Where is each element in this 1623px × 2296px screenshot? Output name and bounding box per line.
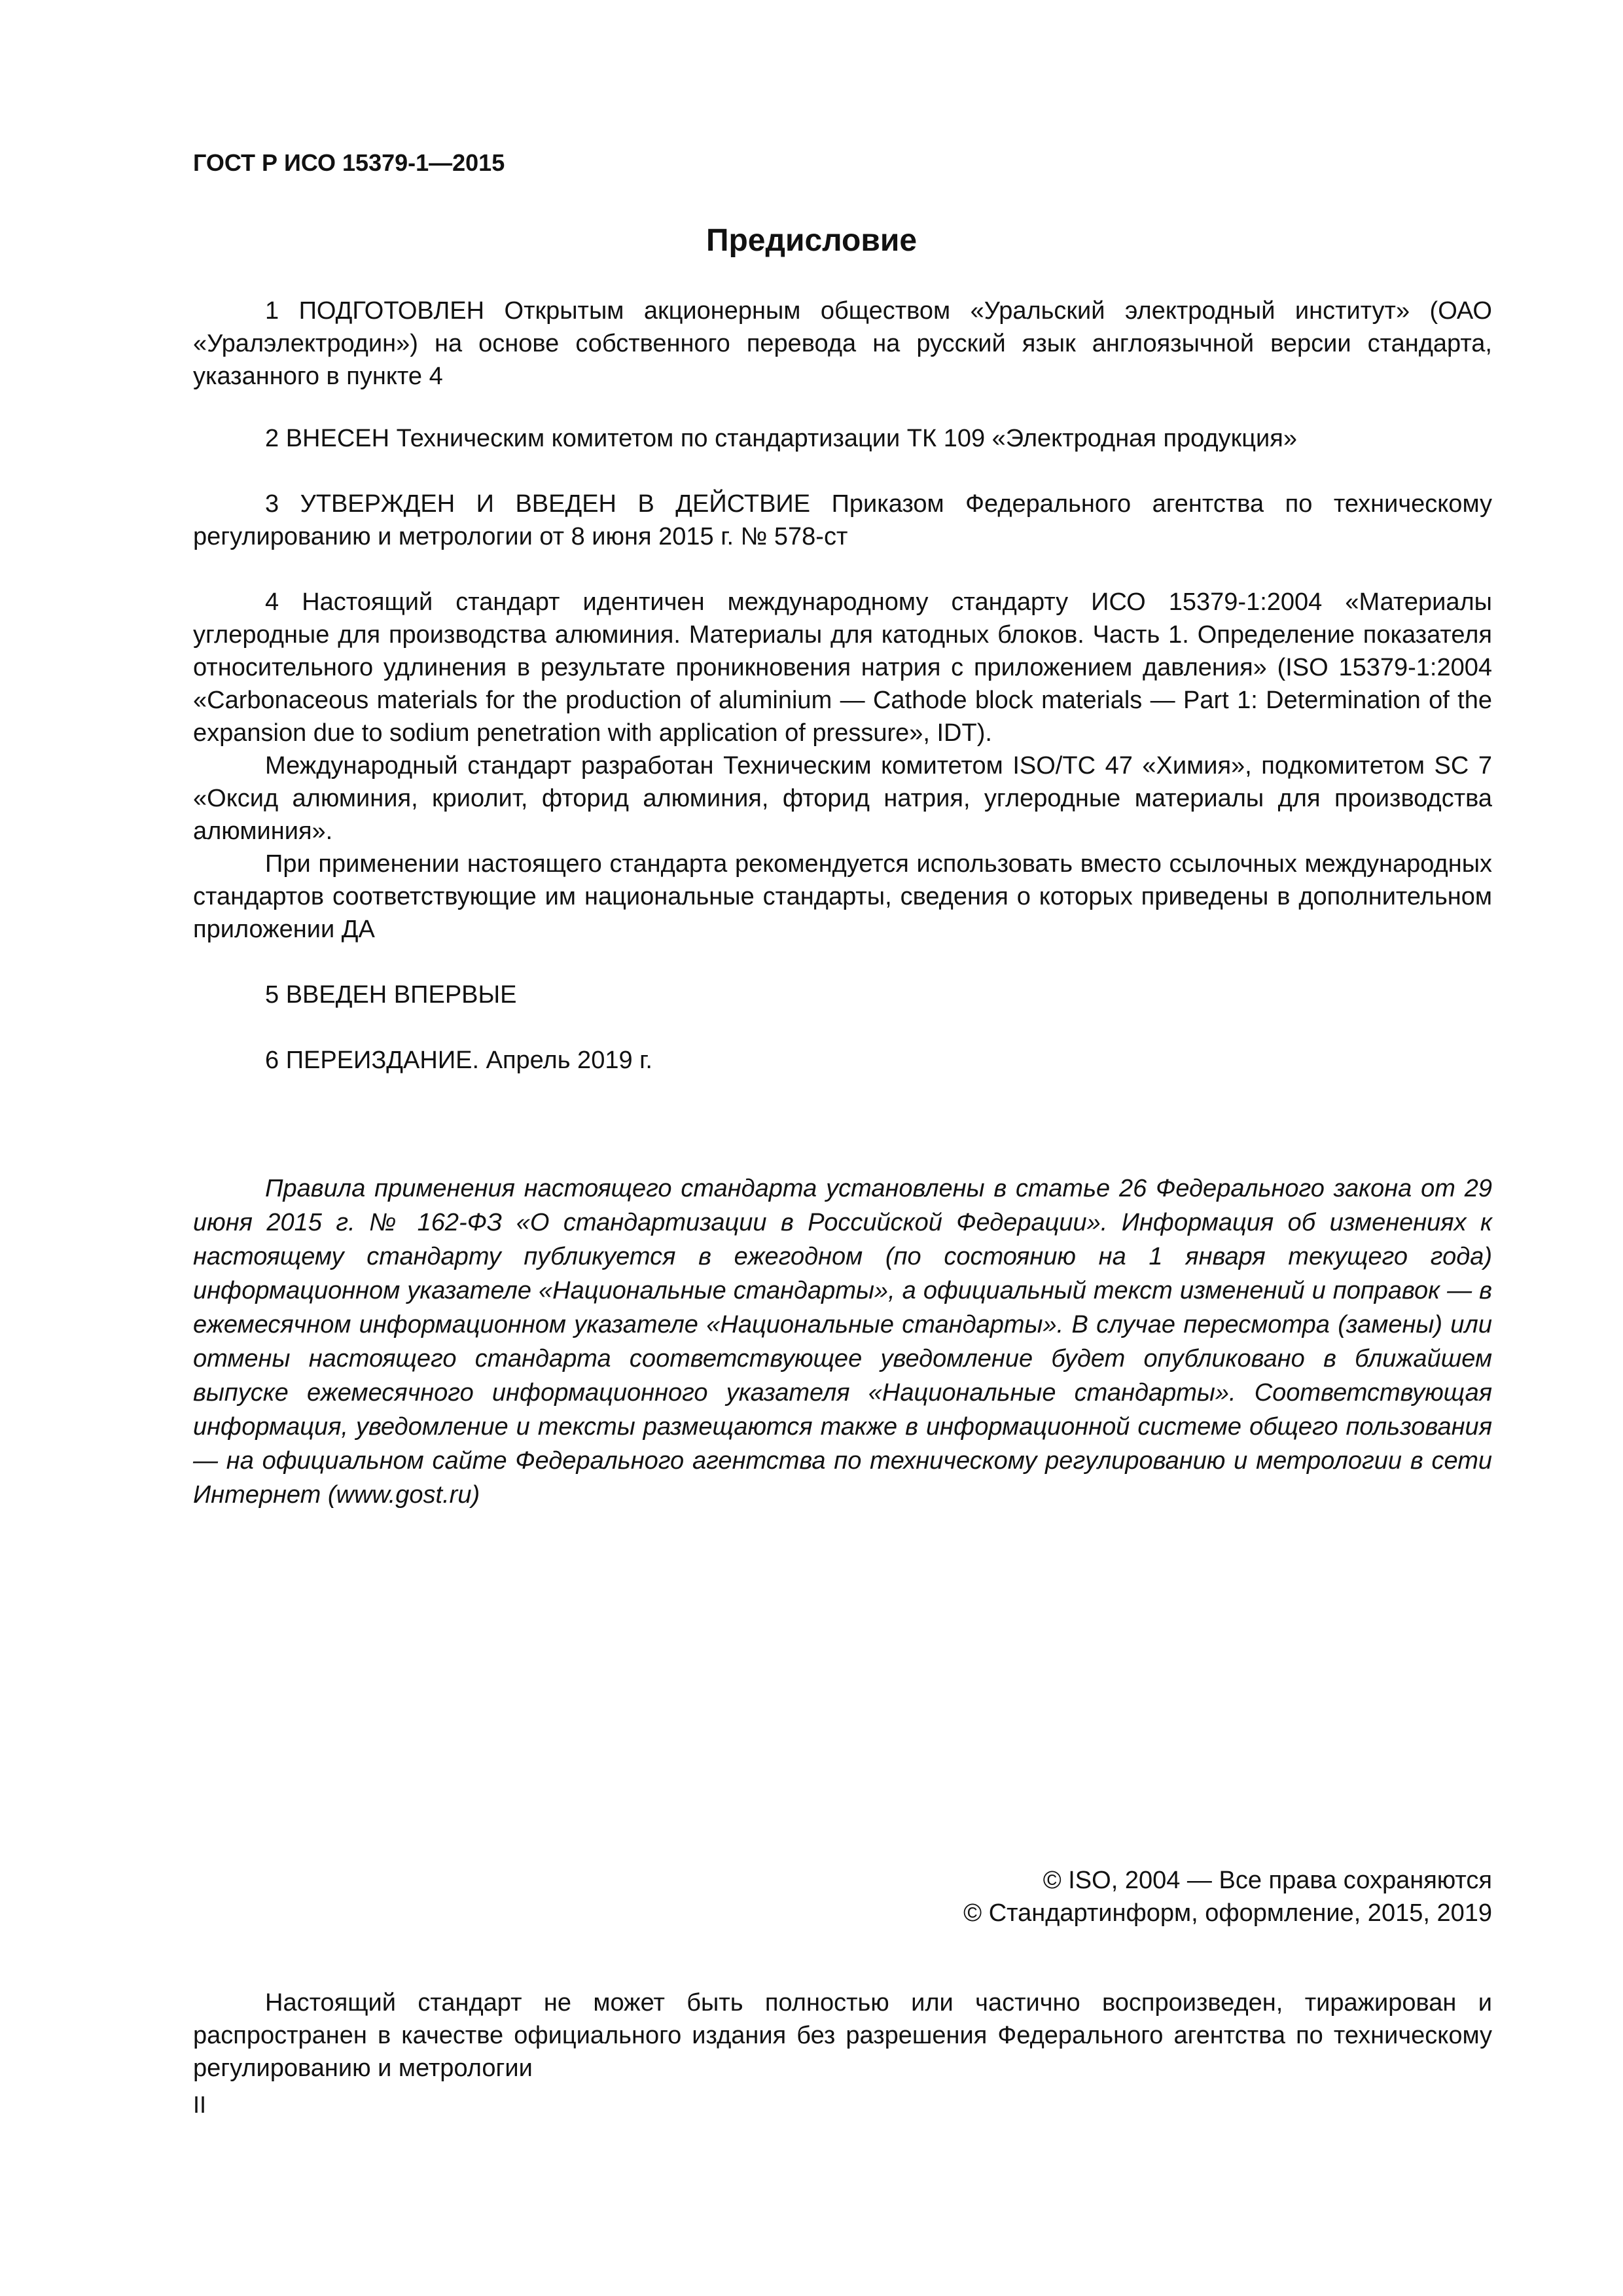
document-code: ГОСТ Р ИСО 15379-1—2015: [193, 149, 505, 176]
foreword-item-5: [193, 978, 1492, 1011]
standartinform-copyright: © Стандартинформ, оформление, 2015, 2019: [963, 1899, 1492, 1927]
foreword-item-4: [193, 586, 1492, 946]
paragraph: 2 ВНЕСЕН Техническим комитетом по стандартизации ТК 109 «Электродная продукция»: [265, 425, 1297, 452]
foreword-item-1: [193, 295, 1492, 393]
copyright-block: [963, 1864, 1492, 1929]
page-number: II: [193, 2091, 207, 2118]
paragraph: 3 УТВЕРЖДЕН И ВВЕДЕН В ДЕЙСТВИЕ Приказом Федерального агентства по техническому регулированию и метрологии от 8 июня 2015 г. № 578-ст: [193, 490, 1492, 550]
iso-copyright: © ISO, 2004 — Все права сохраняются: [1043, 1867, 1492, 1894]
paragraph: 1 ПОДГОТОВЛЕН Открытым акционерным обществом «Уральский электродный институт» (ОАО «Уралэлектродин») на основе собственного перевода на русский язык англоязычной версии стандарта, указанного в пункте 4: [193, 297, 1492, 390]
foreword-item-2: [193, 422, 1492, 455]
paragraph: При применении настоящего стандарта рекомендуется использовать вместо ссылочных международных стандартов соответствующие им национальные стандарты, сведения о которых приведены в дополнительном приложении ДА: [193, 850, 1492, 943]
paragraph: 4 Настоящий стандарт идентичен международному стандарту ИСО 15379-1:2004 «Материалы углеродные для производства алюминия. Материалы для катодных блоков. Часть 1. Определение показателя относительного удлинения в результате проникновения натрия с приложением давления» (ISO 15379-1:2004 «Carbonaceous materials for the production of aluminium — Cathode block materials — Part 1: Determination of the expansion due to sodium penetration with application of pressure», IDT).: [193, 588, 1492, 747]
foreword-item-6: [193, 1044, 1492, 1077]
reproduction-notice: [193, 1986, 1492, 2085]
paragraph: Международный стандарт разработан Техническим комитетом ISO/TC 47 «Химия», подкомитетом SC 7 «Оксид алюминия, криолит, фторид алюминия, фторид натрия, углеродные материалы для производства алюминия».: [193, 752, 1493, 845]
paragraph: Правила применения настоящего стандарта установлены в статье 26 Федерального закона от 29 июня 2015 г. № 162-ФЗ «О стандартизации в Российской Федерации». Информация об изменениях к настоящему стандарту публикуется в ежегодном (по состоянию на 1 января текущего года) информационном указателе «Национальные стандарты», а официальный текст изменений и поправок — в ежемесячном информационном указателе «Национальные стандарты». В случае пересмотра (замены) или отмены настоящего стандарта соответствующее уведомление будет опубликовано в ближайшем выпуске ежемесячного информационного указателя «Национальные стандарты». Соответствующая информация, уведомление и тексты размещаются также в информационной системе общего пользования — на официальном сайте Федерального агентства по техническому регулированию и метрологии в сети Интернет (www.gost.ru): [193, 1175, 1492, 1509]
page-title: Предисловие: [705, 223, 918, 258]
paragraph: 6 ПЕРЕИЗДАНИЕ. Апрель 2019 г.: [265, 1047, 652, 1074]
paragraph: Настоящий стандарт не может быть полностью или частично воспроизведен, тиражирован и распространен в качестве официального издания без разрешения Федерального агентства по техническому регулированию и метрологии: [193, 1989, 1492, 2082]
paragraph: 5 ВВЕДЕН ВПЕРВЫЕ: [265, 981, 517, 1009]
foreword-item-3: [193, 488, 1492, 553]
rules-notice: [193, 1172, 1492, 1512]
